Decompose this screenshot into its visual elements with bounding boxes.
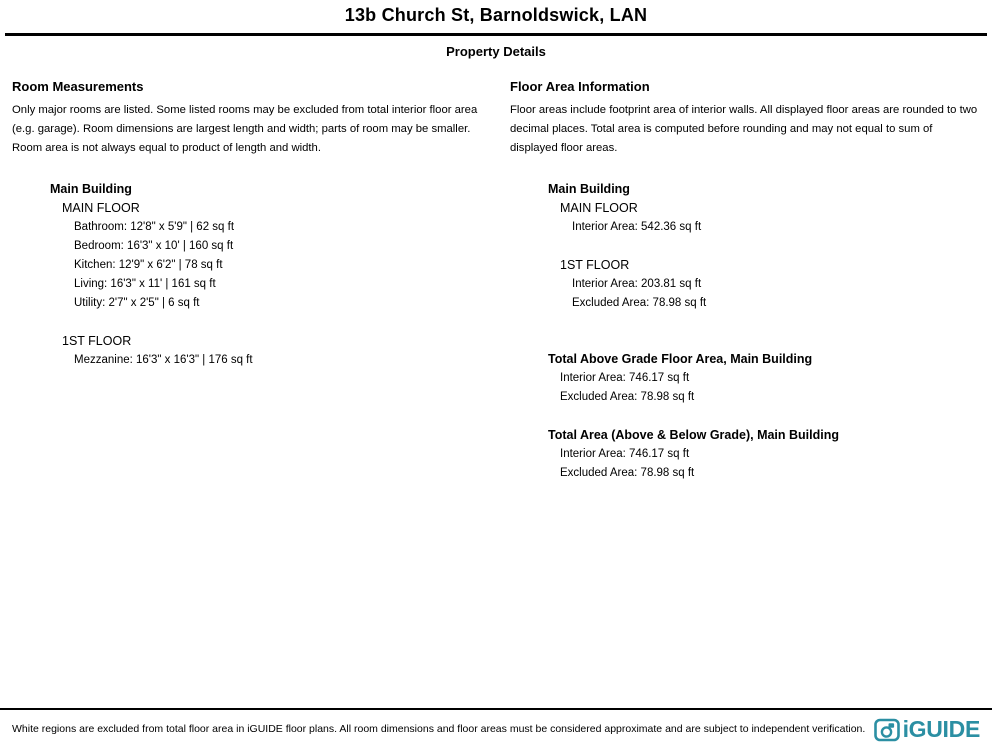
- content-columns: [0, 79, 992, 483]
- room-measurements-description: Only major rooms are listed. Some listed rooms may be excluded from total interior floor area (e.g. garage). Room dimensions are largest length and width; parts of room may be smaller. Room area is not always equal to product of length and width.: [12, 104, 478, 154]
- room-item: Utility: 2'7" x 2'5" | 6 sq ft: [74, 297, 200, 309]
- area-item: Interior Area: 203.81 sq ft: [572, 278, 702, 290]
- total-item: Excluded Area: 78.98 sq ft: [560, 467, 695, 479]
- total-item: Excluded Area: 78.98 sq ft: [560, 391, 695, 403]
- area-item: Excluded Area: 78.98 sq ft: [572, 297, 707, 309]
- area-building: [510, 180, 980, 313]
- footer-disclaimer: White regions are excluded from total floor area in iGUIDE floor plans. All room dimensions and floor areas must be considered approximate and are subject to independent verification.: [12, 723, 866, 735]
- area-floor-first-floor: [510, 256, 980, 313]
- building-name: Main Building: [548, 182, 630, 196]
- floor-area-heading: Floor Area Information: [510, 79, 650, 94]
- footer: [0, 708, 992, 753]
- floor-name: 1ST FLOOR: [560, 258, 630, 272]
- total-item: Interior Area: 746.17 sq ft: [560, 448, 690, 460]
- floor-first-floor: [12, 332, 510, 370]
- page-subtitle: Property Details: [446, 44, 546, 59]
- iguide-camera-icon: [874, 718, 903, 742]
- floor-area-description: Floor areas include footprint area of interior walls. All displayed floor areas are rounded to two decimal places. Total area is computed before rounding and may not equal to sum of displayed floor areas.: [510, 104, 978, 154]
- iguide-logo: [874, 716, 980, 743]
- area-item: Interior Area: 542.36 sq ft: [572, 221, 702, 233]
- floor-name: MAIN FLOOR: [560, 201, 638, 215]
- room-measurements-section: [12, 79, 510, 483]
- room-item: Kitchen: 12'9" x 6'2" | 78 sq ft: [74, 259, 223, 271]
- room-item: Bedroom: 16'3" x 10' | 160 sq ft: [74, 240, 234, 252]
- floor-name: MAIN FLOOR: [62, 201, 140, 215]
- page-title: 13b Church St, Barnoldswick, LAN: [344, 5, 648, 25]
- total-above-below-grade: [510, 426, 980, 483]
- room-item: Living: 16'3" x 11' | 161 sq ft: [74, 278, 216, 290]
- room-item: Bathroom: 12'8" x 5'9" | 62 sq ft: [74, 221, 235, 233]
- floor-area-section: [510, 79, 980, 483]
- total-item: Interior Area: 746.17 sq ft: [560, 372, 690, 384]
- floor-main-floor: [12, 199, 510, 313]
- room-measurements-heading: Room Measurements: [12, 79, 144, 94]
- header-divider: [5, 33, 987, 36]
- room-item: Mezzanine: 16'3" x 16'3" | 176 sq ft: [74, 354, 253, 366]
- total-above-grade: [510, 350, 980, 407]
- total-name: Total Above Grade Floor Area, Main Building: [548, 352, 813, 366]
- building-name: Main Building: [50, 182, 132, 196]
- room-building: [12, 180, 510, 370]
- iguide-logo-text: iGUIDE: [902, 716, 980, 742]
- totals: [510, 350, 980, 483]
- floor-name: 1ST FLOOR: [62, 334, 132, 348]
- area-floor-main-floor: [510, 199, 980, 237]
- total-name: Total Area (Above & Below Grade), Main Building: [548, 428, 839, 442]
